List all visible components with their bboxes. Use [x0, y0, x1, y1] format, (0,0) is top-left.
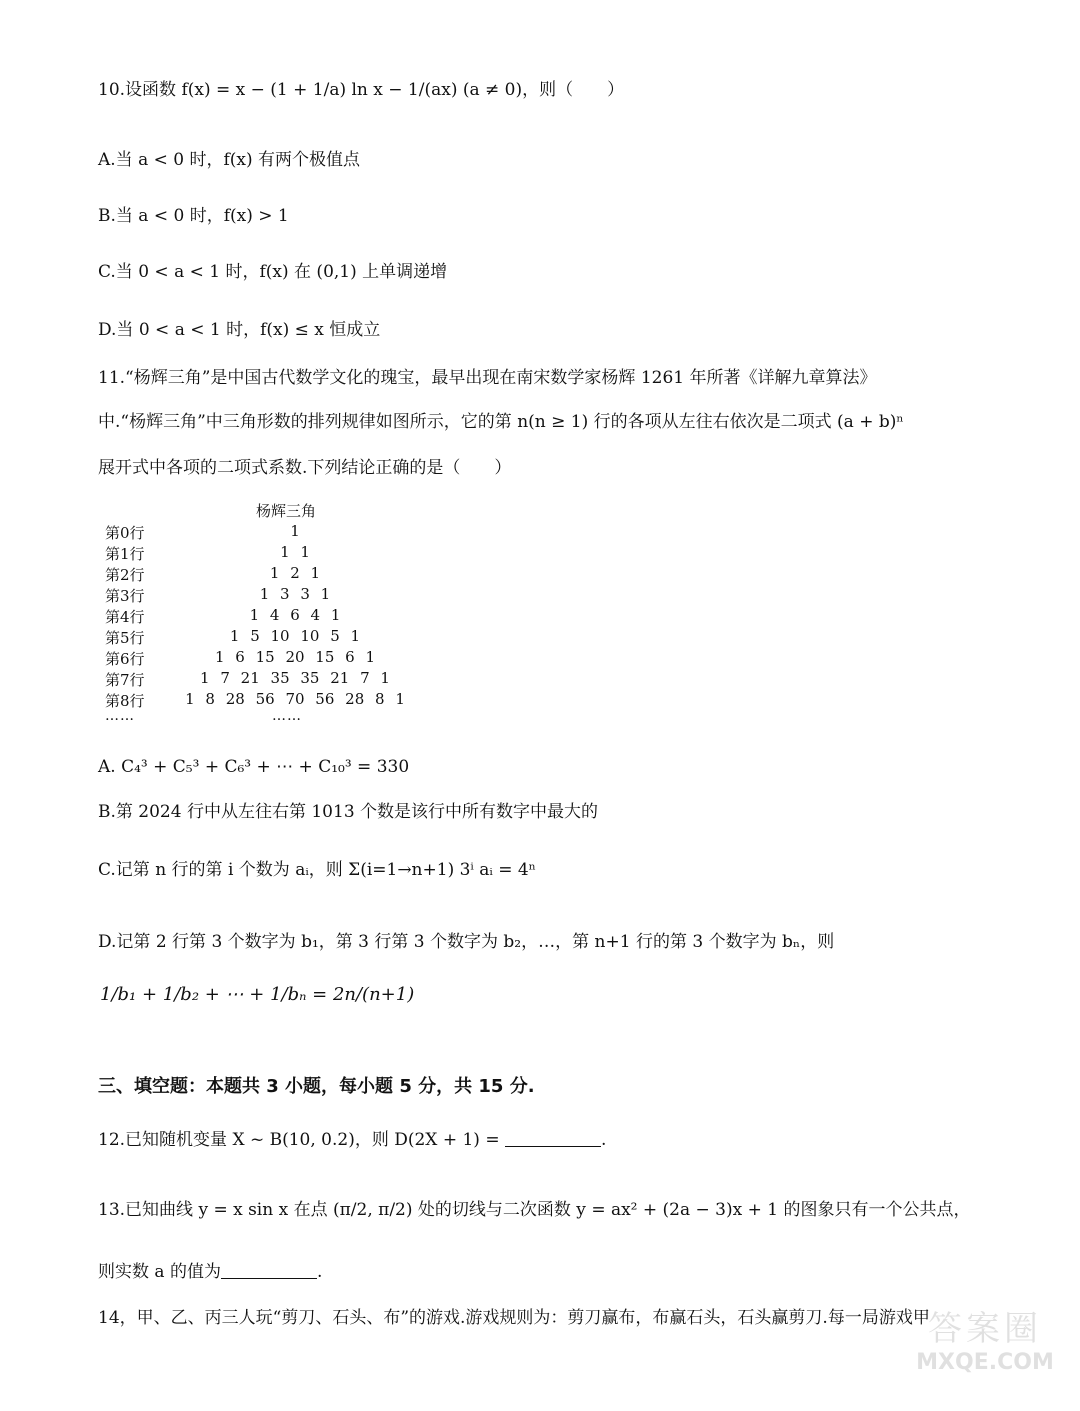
q13-text: 则实数 a 的值为: [98, 1262, 221, 1282]
triangle-row: [105, 585, 425, 605]
triangle-ellipsis-left: ……: [105, 708, 135, 724]
triangle-row-numbers: 1 5 10 10 5 1: [229, 627, 361, 645]
q11-stem-line1: 11.“杨辉三角”是中国古代数学文化的瑰宝，最早出现在南宋数学家杨辉 1261 年所著《详解九章算法》: [98, 368, 877, 388]
q10-option-a: A.当 a < 0 时，f(x) 有两个极值点: [98, 150, 361, 170]
triangle-row-label: 第4行: [105, 608, 145, 626]
triangle-row-label: 第0行: [105, 524, 145, 542]
triangle-row-label: 第6行: [105, 650, 145, 668]
q13-line1: 13.已知曲线 y = x sin x 在点 (π/2, π/2) 处的切线与二次函数 y = ax² + (2a − 3)x + 1 的图象只有一个公共点，: [98, 1200, 971, 1220]
triangle-row-label: 第3行: [105, 587, 145, 605]
q12-answer-blank: [505, 1130, 601, 1147]
q13-period: .: [316, 1262, 323, 1282]
watermark-bottom-text: MXQE.COM: [916, 1350, 1054, 1375]
triangle-row: [105, 564, 425, 584]
q11-stem-line3: 展开式中各项的二项式系数.下列结论正确的是（ ）: [98, 458, 512, 478]
q11-option-c: C.记第 n 行的第 i 个数为 aᵢ，则 Σ(i=1→n+1) 3ⁱ aᵢ = 4ⁿ: [98, 860, 537, 880]
triangle-row-numbers: 1: [290, 522, 300, 540]
triangle-row: [105, 522, 425, 542]
q10-option-c: C.当 0 < a < 1 时，f(x) 在 (0,1) 上单调递增: [98, 262, 448, 282]
q11-option-d: D.记第 2 行第 3 个数字为 b₁，第 3 行第 3 个数字为 b₂，…，第 n+1 行的第 3 个数字为 bₙ，则: [98, 932, 835, 952]
q10-option-d: D.当 0 < a < 1 时，f(x) ≤ x 恒成立: [98, 320, 381, 340]
q11-option-b: B.第 2024 行中从左往右第 1013 个数是该行中所有数字中最大的: [98, 802, 599, 822]
watermark-top-text: 答案圈: [928, 1309, 1042, 1349]
triangle-row-numbers: 1 4 6 4 1: [249, 606, 341, 624]
triangle-row-label: 第5行: [105, 629, 145, 647]
triangle-row-numbers: 1 1: [280, 543, 310, 561]
triangle-row: [105, 669, 425, 689]
triangle-row: [105, 606, 425, 626]
triangle-row: [105, 627, 425, 647]
q11-option-a: A. C₄³ + C₅³ + C₆³ + ⋯ + C₁₀³ = 330: [98, 757, 410, 777]
q13-line2: [98, 1262, 322, 1282]
q11-stem-line2: 中.“杨辉三角”中三角形数的排列规律如图所示，它的第 n(n ≥ 1) 行的各项从左往右依次是二项式 (a + b)ⁿ: [98, 412, 904, 432]
q14-line1: 14，甲、乙、丙三人玩“剪刀、石头、布”的游戏.游戏规则为：剪刀赢布，布赢石头，石头赢剪刀.每一局游戏甲: [98, 1308, 930, 1328]
section-3-heading: 三、填空题：本题共 3 小题，每小题 5 分，共 15 分.: [98, 1076, 535, 1097]
triangle-row-numbers: 1 6 15 20 15 6 1: [214, 648, 376, 666]
triangle-row-label: 第7行: [105, 671, 145, 689]
triangle-row: [105, 648, 425, 668]
triangle-row-label: 第8行: [105, 692, 145, 710]
triangle-row: [105, 690, 425, 710]
q10-stem: 10.设函数 f(x) = x − (1 + 1/a) ln x − 1/(ax) (a ≠ 0)，则（ ）: [98, 80, 625, 100]
triangle-ellipsis-right: ……: [272, 708, 302, 724]
triangle-row-numbers: 1 3 3 1: [259, 585, 331, 603]
q10-option-b: B.当 a < 0 时，f(x) > 1: [98, 206, 289, 226]
q12-period: .: [600, 1130, 607, 1150]
triangle-row-numbers: 1 2 1: [269, 564, 321, 582]
watermark-logo: [910, 1301, 1060, 1391]
q13-answer-blank: [221, 1262, 317, 1279]
q12-line: [98, 1130, 606, 1150]
triangle-row-numbers: 1 8 28 56 70 56 28 8 1: [185, 690, 405, 708]
triangle-row-label: 第1行: [105, 545, 145, 563]
q12-text: 12.已知随机变量 X ~ B(10, 0.2)，则 D(2X + 1) =: [98, 1130, 500, 1150]
triangle-row-numbers: 1 7 21 35 35 21 7 1: [200, 669, 390, 687]
triangle-title: 杨辉三角: [256, 502, 317, 520]
triangle-row-label: 第2行: [105, 566, 145, 584]
triangle-row: [105, 543, 425, 563]
q11-option-d-formula: 1/b₁ + 1/b₂ + ⋯ + 1/bₙ = 2n/(n+1): [100, 984, 415, 1005]
